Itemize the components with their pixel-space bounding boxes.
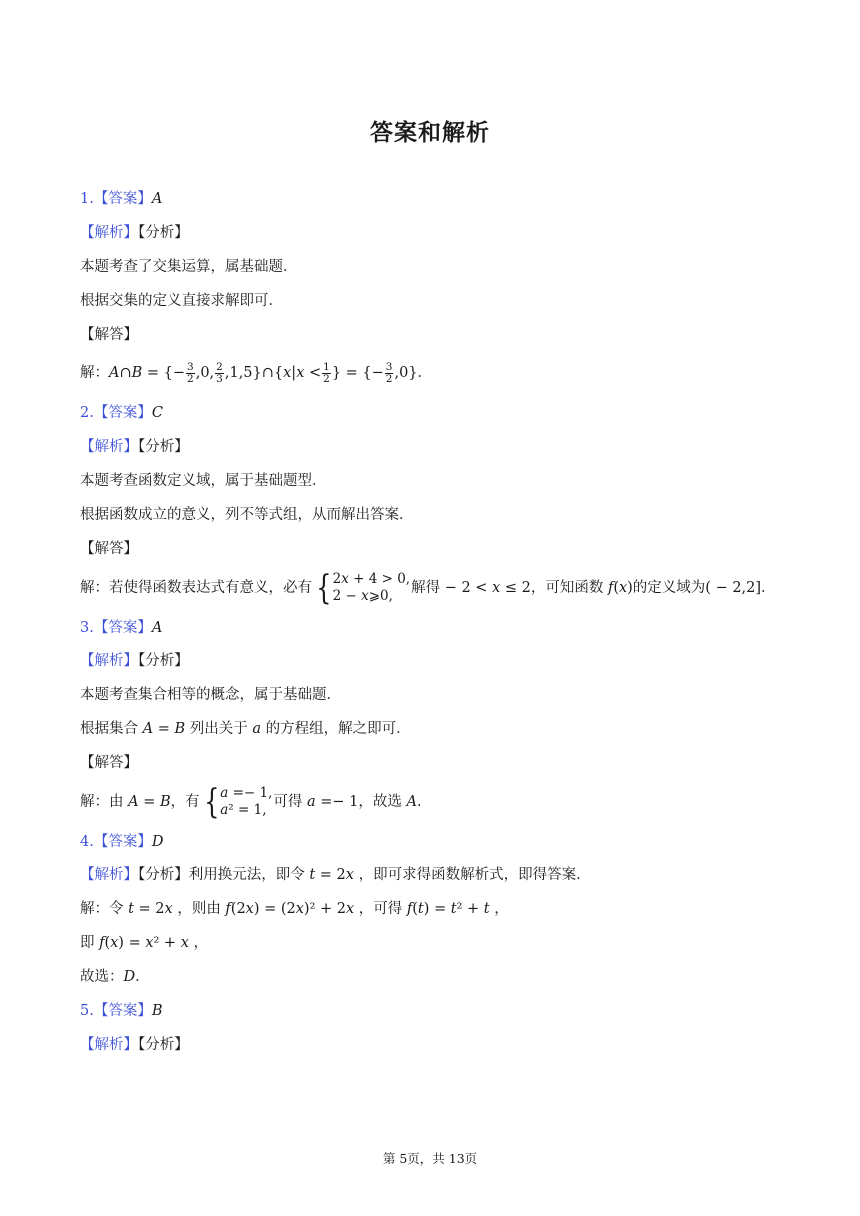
solution-prefix: 解： [80,794,109,810]
analysis-tag: 【解析】 [80,1037,138,1053]
q2-fenxi-line-1: 本题考查函数定义域，属于基础题型． [80,473,327,489]
q3-answer-tag: 【答案】 [93,620,152,636]
q5-answer-line [80,1001,163,1021]
analysis-tag: 【解析】 [80,867,138,883]
q4-answer-value: D [151,834,164,850]
q4-number: 4. [80,834,94,850]
q1-fraction-4 [385,362,394,385]
q3-equation-system [201,782,273,822]
fenxi-tag: 【分析】 [138,439,189,455]
q2-fenxi-line-2: 根据函数成立的意义，列不等式组，从而解出答案． [80,507,414,523]
q1-sol-part-b: ,0, [195,365,215,381]
q3-analysis-header [80,651,189,671]
q2-sol-part-a: 若使得函数表达式有意义，必有 [109,580,312,596]
denominator: 2 [323,372,330,385]
q1-sol-part-e: ,0}． [394,365,433,381]
q1-answer-line [80,189,162,209]
q1-sol-part-c: ,1,5}∩{𝑥|𝑥 < [224,365,322,381]
q4-answer-line [80,832,163,852]
q2-inequality-system [313,568,411,608]
q4-analysis-line [80,865,591,885]
q1-fraction-1 [186,362,195,385]
q2-system-row-1: 2𝑥 + 4 > 0, [332,571,411,587]
q3-answer-value: A [151,620,163,636]
fenxi-tag: 【分析】 [138,867,189,883]
q1-solution [80,360,432,386]
q4-solution-line-1 [80,899,509,919]
q2-solution [80,568,776,608]
q2-analysis-header [80,437,189,457]
fenxi-tag: 【分析】 [138,1037,189,1053]
q2-answer-tag: 【答案】 [93,405,152,421]
numerator: 3 [187,360,194,373]
q1-fraction-3 [322,362,331,385]
left-brace-icon: { [316,568,332,608]
q1-fenxi-line-1: 本题考查了交集运算，属基础题． [80,259,298,275]
q3-solution [80,782,431,822]
q1-jieda-tag: 【解答】 [80,327,138,343]
left-brace-icon: { [203,782,220,822]
q4-answer-tag: 【答案】 [93,834,152,850]
q5-analysis-header [80,1035,189,1055]
q1-analysis-header [80,223,189,243]
q3-fenxi-line-2: 根据集合 𝐴 = 𝐵 列出关于 𝑎 的方程组，解之即可． [80,721,411,737]
q1-sol-part-a: 𝐴∩𝐵 = {− [109,365,186,381]
q2-answer-line [80,403,163,423]
q3-number: 3. [80,620,94,636]
q2-jieda-tag: 【解答】 [80,541,138,557]
q4-solution-line-2: 即 𝑓(𝑥) = 𝑥² + 𝑥 ， [80,935,208,951]
q3-jieda-tag: 【解答】 [80,755,138,771]
q3-fenxi-line-1: 本题考查集合相等的概念，属于基础题． [80,687,341,703]
denominator: 3 [216,372,223,385]
q1-answer-value: A [151,191,163,207]
q3-sol-part-b: 可得 𝑎 =− 1，故选 𝐴． [273,794,432,810]
q2-sol-part-b: 解得 − 2 < 𝑥 ≤ 2，可知函数 𝑓(𝑥)的定义域为( − 2,2]． [411,580,776,596]
analysis-tag: 【解析】 [80,439,138,455]
q5-number: 5. [80,1003,94,1019]
fenxi-tag: 【分析】 [138,225,189,241]
q1-fenxi-line-2: 根据交集的定义直接求解即可． [80,293,283,309]
q2-number: 2. [80,405,94,421]
q3-answer-line [80,618,162,638]
analysis-tag: 【解析】 [80,225,138,241]
q1-answer-tag: 【答案】 [93,191,152,207]
denominator: 2 [187,372,194,385]
q1-number: 1. [80,191,94,207]
q5-answer-value: B [151,1003,163,1019]
q5-answer-tag: 【答案】 [93,1003,152,1019]
numerator: 2 [216,360,223,373]
numerator: 3 [385,360,393,373]
q2-system-row-2: 2 − 𝑥⩾0, [332,588,393,604]
fenxi-tag: 【分析】 [138,653,189,669]
q4-solution-text-1: 令 𝑡 = 2𝑥 ，则由 𝑓(2𝑥) = (2𝑥)² + 2𝑥 ，可得 𝑓(𝑡) = 𝑡² + 𝑡 ， [109,901,509,917]
solution-prefix: 解： [80,580,109,596]
denominator: 2 [385,372,393,385]
solution-prefix: 解： [80,901,109,917]
page-title: 答案和解析 [370,120,490,146]
q4-fenxi-text: 利用换元法，即令 𝑡 = 2𝑥 ，即可求得函数解析式，即得答案． [188,867,591,883]
q3-system-row-1: 𝑎 =− 1, [220,785,273,801]
q4-solution-line-3: 故选：𝐷． [80,969,150,985]
numerator: 1 [323,360,330,373]
q1-fraction-2 [215,362,224,385]
analysis-tag: 【解析】 [80,653,138,669]
q3-sol-part-a: 由 𝐴 = 𝐵，有 [109,794,200,810]
solution-prefix: 解： [80,365,109,381]
q3-system-row-2: 𝑎² = 1, [220,802,267,818]
q1-sol-part-d: } = {− [331,365,384,381]
page-footer: 第 5页，共 13页 [382,1151,478,1166]
q2-answer-value: C [151,405,163,421]
